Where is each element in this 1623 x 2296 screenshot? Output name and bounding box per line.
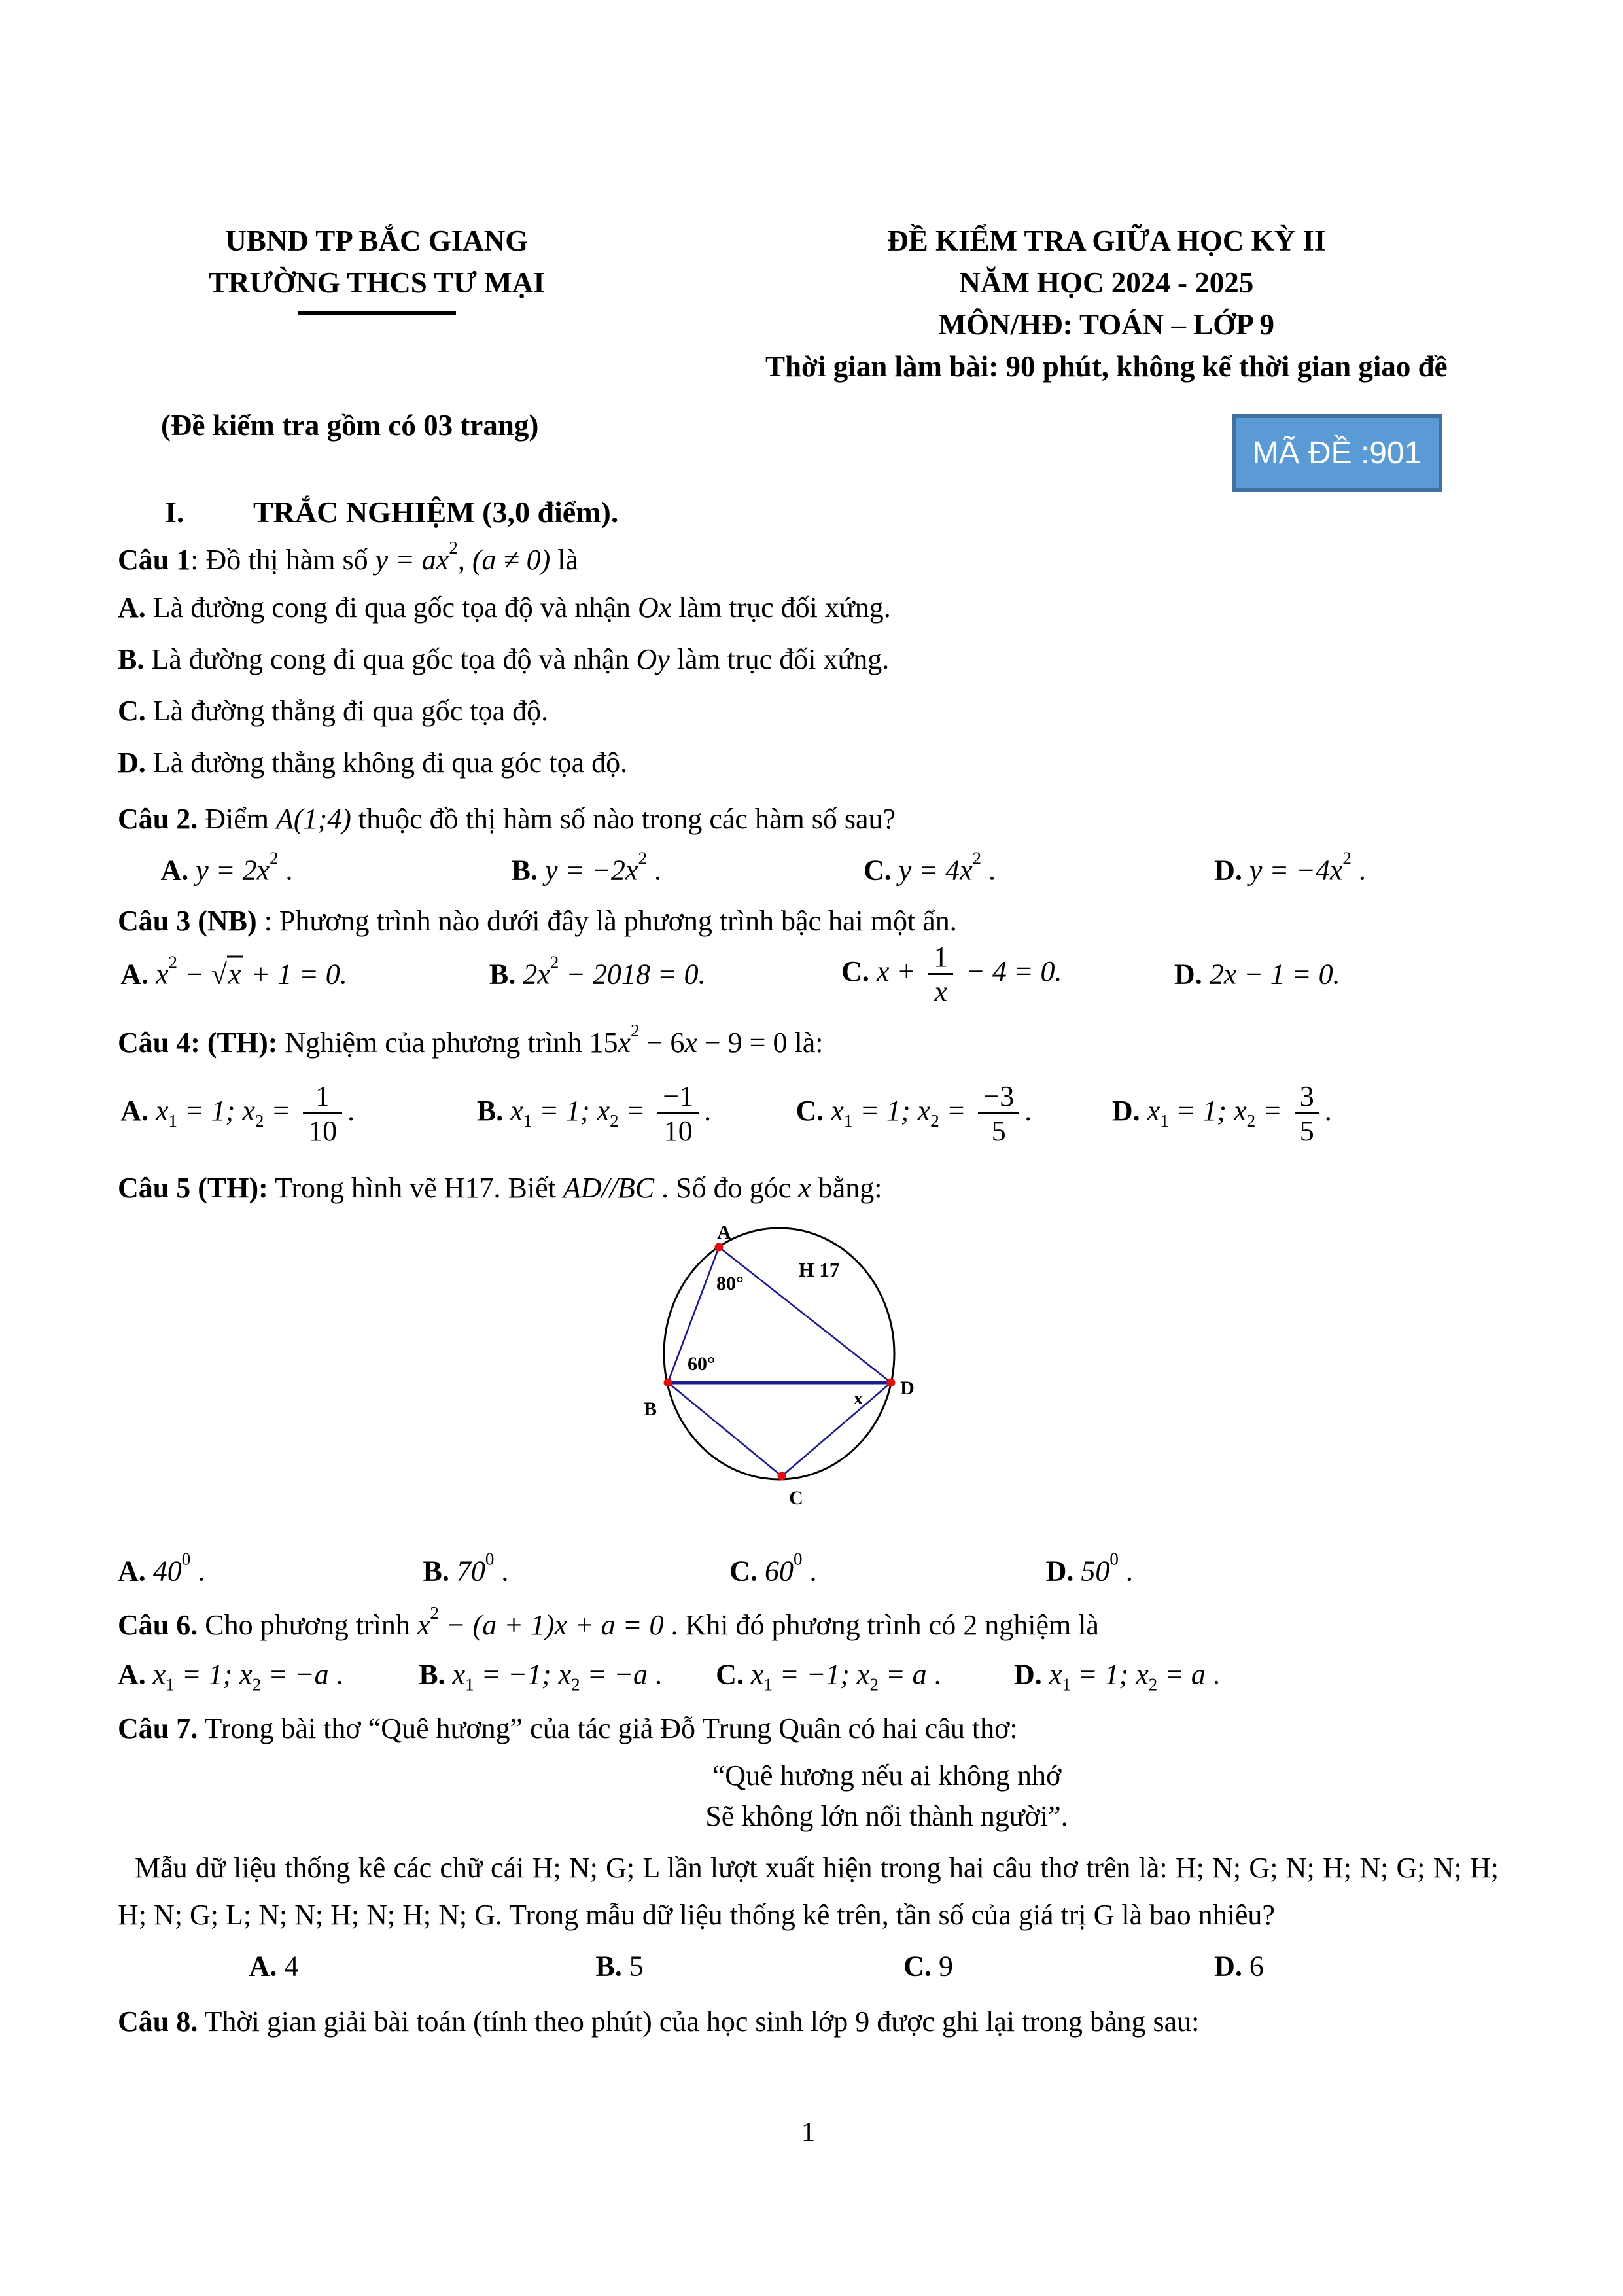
- statistics-paragraph: Mẫu dữ liệu thống kê các chữ cái H; N; G; L lần lượt xuất hiện trong hai câu thơ trên là: H; N; G; N; H; N; G; N; H; H; N; G; L; N; N; H; N; H; N; G. Trong mẫu dữ liệu thống kê trên, tần số của giá trị G là bao nhiêu?: [118, 1852, 1499, 1931]
- point-B-dot: [664, 1379, 672, 1387]
- q1-stem: Câu 1: Đồ thị hàm số $y = ax^2$, (a ≠ 0) là: [118, 538, 579, 576]
- q1-options: [118, 582, 1499, 788]
- question-7: [118, 1707, 1499, 1994]
- poem-line-1: “Quê hương nếu ai không nhớ: [712, 1759, 1062, 1792]
- q6-stem: Câu 6. Cho phương trình $x^2 - (a + 1)x + a = 0$ . Khi đó phương trình có 2 nghiệm là: [118, 1603, 1099, 1641]
- pages-note: (Đề kiểm tra gồm có 03 trang): [161, 409, 539, 442]
- poem-line-2: Sẽ không lớn nổi thành người”.: [705, 1800, 1068, 1832]
- point-C-dot: [778, 1472, 786, 1481]
- question-6: [118, 1604, 1499, 1702]
- q7-options: [118, 1939, 1499, 1994]
- option-b: B. Là đường cong đi qua gốc tọa độ và nhận Oy làm trục đối xứng.: [118, 643, 890, 675]
- figure-caption: H 17: [798, 1258, 840, 1281]
- point-B-label: B: [643, 1398, 657, 1420]
- page-number: 1: [801, 2117, 815, 2147]
- q5-options: [118, 1545, 1499, 1597]
- option-c: C. Là đường thẳng đi qua gốc tọa độ.: [118, 695, 549, 727]
- q6-options: [118, 1647, 1499, 1702]
- question-8: [118, 2000, 1499, 2043]
- option-a: A. $x^2 - √x + 1 = 0$.: [120, 952, 347, 991]
- section-heading: [165, 495, 1499, 529]
- option-a: A. $x_1 = 1$; $x_2$ = $\frac{1}{10}$ .: [120, 1080, 355, 1147]
- option-b: B. $2x^2 - 2018 = 0$.: [489, 952, 706, 991]
- angle-80-label: 80°: [716, 1273, 744, 1294]
- exam-heading-block: [636, 220, 1499, 387]
- exam-title: ĐỀ KIỂM TRA GIỮA HỌC KỲ II: [887, 224, 1326, 257]
- q2-options: [118, 841, 1499, 900]
- q5-stem: Câu 5 (TH): Trong hình vẽ H17. Biết AD//BC . Số đo góc x bằng:: [118, 1172, 882, 1204]
- org-name: UBND TP BẮC GIANG: [225, 224, 529, 257]
- option-d: D. $50^0$ .: [1045, 1549, 1133, 1587]
- figure-h17: [589, 1210, 1499, 1537]
- chord-BC: [668, 1383, 782, 1476]
- q4-options: [118, 1065, 1499, 1163]
- header-divider: [298, 311, 456, 315]
- q3-stem: Câu 3 (NB) : Phương trình nào dưới đây là phương trình bậc hai một ẩn.: [118, 905, 957, 937]
- issuing-org-block: [118, 220, 636, 387]
- option-c: C. x + $\frac{1}{x}$ − 4 = 0.: [841, 940, 1062, 1008]
- q7-stem: Câu 7. Trong bài thơ “Quê hương” của tác giả Đỗ Trung Quân có hai câu thơ:: [118, 1712, 1018, 1744]
- point-C-label: C: [789, 1487, 803, 1509]
- question-4: [118, 1021, 1499, 1163]
- option-a: A. $y = 2x^2$ .: [160, 848, 293, 887]
- question-5: [118, 1167, 1499, 1597]
- exam-duration: Thời gian làm bài: 90 phút, không kể thời gian giao đề: [765, 350, 1448, 383]
- option-c: C. 9: [903, 1950, 953, 1983]
- option-b: B. $x_1 = 1$; $x_2$ = $\frac{-1}{10}$ .: [476, 1080, 712, 1147]
- point-D-label: D: [900, 1377, 915, 1399]
- option-d: D. 2x − 1 = 0.: [1174, 958, 1340, 991]
- angle-x-label: x: [854, 1388, 863, 1409]
- option-c: C. $x_1 = 1$; $x_2$ = $\frac{-3}{5}$ .: [795, 1080, 1032, 1147]
- option-d: D. Là đường thẳng không đi qua góc tọa độ.: [118, 747, 628, 779]
- header: [118, 220, 1499, 387]
- q3-options: [118, 938, 1499, 1011]
- option-b: B. $x_1 = -1$; $x_2 = -a$ .: [419, 1658, 663, 1695]
- option-d: D. $x_1 = 1$; $x_2$ = $\frac{3}{5}$ .: [1111, 1080, 1332, 1147]
- option-d: D. 6: [1214, 1950, 1264, 1983]
- option-b: B. 5: [595, 1950, 644, 1983]
- option-b: B. $70^0$ .: [423, 1549, 509, 1587]
- q8-stem: Câu 8. Thời gian giải bài toán (tính theo phút) của học sinh lớp 9 được ghi lại trong bảng sau:: [118, 2005, 1200, 2038]
- exam-code-badge: MÃ ĐỀ :901: [1232, 414, 1442, 492]
- option-b: B. $y = -2x^2$ .: [511, 848, 661, 887]
- q4-stem: Câu 4: (TH): Nghiệm của phương trình $15x^2 - 6x - 9 = 0$ là:: [118, 1021, 824, 1059]
- angle-60-label: 60°: [688, 1353, 715, 1375]
- point-D-dot: [887, 1379, 896, 1387]
- question-1: [118, 539, 1499, 788]
- section-title: TRẮC NGHIỆM (3,0 điểm).: [253, 495, 619, 529]
- section-numeral: I.: [165, 495, 184, 529]
- point-A-dot: [715, 1243, 724, 1252]
- exam-subject: MÔN/HĐ: TOÁN – LỚP 9: [938, 308, 1274, 341]
- option-d: D. $y = -4x^2$ .: [1214, 848, 1366, 887]
- point-A-label: A: [717, 1222, 731, 1243]
- question-2: [118, 798, 1499, 900]
- option-a: A. $40^0$ .: [118, 1549, 205, 1587]
- option-c: C. $x_1 = -1$; $x_2 = a$ .: [716, 1658, 941, 1695]
- option-d: D. $x_1 = 1$; $x_2 = a$ .: [1014, 1658, 1220, 1695]
- circle-figure: [589, 1210, 981, 1537]
- q2-stem: Câu 2. Điểm A(1;4) thuộc đồ thị hàm số nào trong các hàm số sau?: [118, 803, 896, 835]
- option-c: C. $y = 4x^2$ .: [863, 848, 996, 887]
- option-c: C. $60^0$ .: [729, 1549, 817, 1587]
- option-a: A. 4: [249, 1950, 299, 1983]
- option-a: A. Là đường cong đi qua gốc tọa độ và nhận Ox làm trục đối xứng.: [118, 592, 891, 624]
- question-3: [118, 900, 1499, 1011]
- option-a: A. $x_1 = 1$; $x_2 = -a$ .: [118, 1658, 343, 1695]
- school-name: TRƯỜNG THCS TƯ MẠI: [208, 266, 545, 299]
- exam-year: NĂM HỌC 2024 - 2025: [959, 266, 1254, 299]
